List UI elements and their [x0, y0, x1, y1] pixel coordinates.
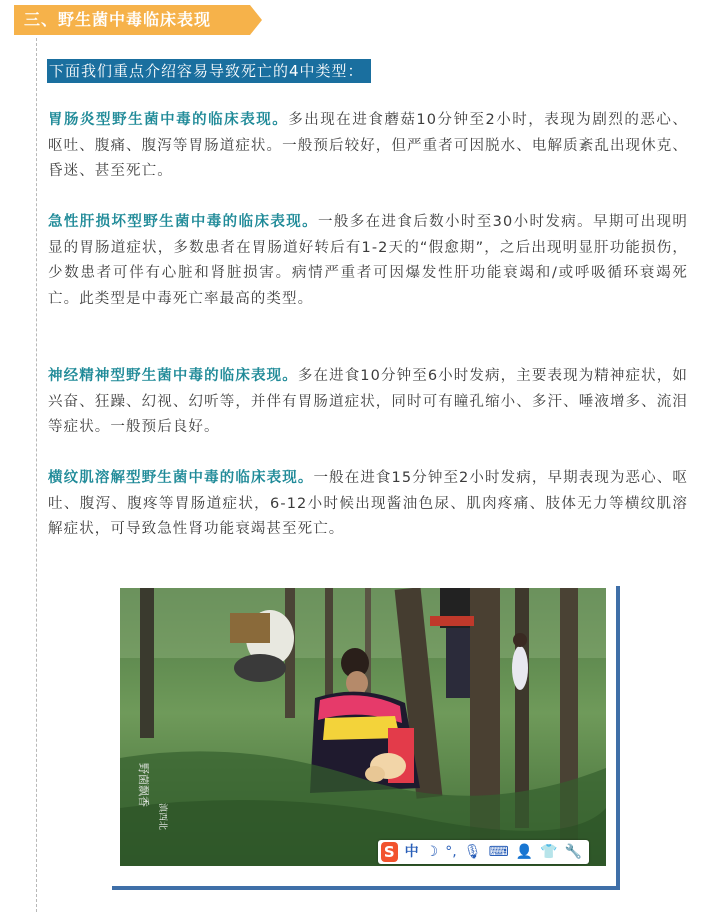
ime-punctuation-icon[interactable]: °,: [445, 844, 457, 860]
section-title: 急性肝损坏型野生菌中毒的临床表现。: [48, 214, 318, 230]
section-title: 神经精神型野生菌中毒的临床表现。: [48, 368, 298, 384]
ime-moon-icon[interactable]: ☽: [425, 844, 439, 860]
svg-text:滇西北: 滇西北: [157, 803, 167, 831]
section-gastroenteritis: [48, 108, 688, 185]
section-title: 横纹肌溶解型野生菌中毒的临床表现。: [48, 470, 314, 486]
section-liver-damage: [48, 210, 688, 312]
section-neuropsychiatric: [48, 364, 688, 441]
ime-microphone-icon[interactable]: 🎙: [463, 844, 482, 860]
ime-skin-icon[interactable]: 👕: [540, 844, 558, 860]
intro-highlight: 下面我们重点介绍容易导致死亡的4中类型：: [47, 59, 371, 83]
ime-toolbar[interactable]: [378, 840, 589, 864]
section-body: 一般在进食15分钟至2小时发病，早期表现为恶心、呕吐、腹泻、腹疼等胃肠道症状，6-12小时候出现酱油色尿、肌肉疼痛、肢体无力等横纹肌溶解症状，可导致急性肾功能衰竭甚至死亡。: [48, 470, 688, 537]
mushroom-picking-photo: [120, 588, 606, 866]
dashed-guide-line: [36, 38, 37, 912]
forest-scene-illustration: [120, 588, 606, 866]
ime-chinese-mode[interactable]: 中: [404, 844, 419, 860]
section-header-banner: [14, 5, 262, 35]
section-title: 胃肠炎型野生菌中毒的临床表现。: [48, 112, 289, 128]
ime-user-icon[interactable]: 👤: [515, 844, 534, 860]
ime-logo-icon[interactable]: S: [381, 842, 398, 862]
section-header-title: 三、野生菌中毒临床表现: [24, 10, 212, 29]
ime-keyboard-icon[interactable]: ⌨: [488, 844, 509, 860]
svg-text:野菌飘香: 野菌飘香: [137, 763, 150, 807]
section-rhabdomyolysis: [48, 466, 688, 543]
ime-wrench-icon[interactable]: 🔧: [564, 844, 582, 860]
section-body: 一般多在进食后数小时至30小时发病。早期可出现明显的胃肠道症状，多数患者在胃肠道好转后有1-2天的“假愈期”，之后出现明显肝功能损伤，少数患者可伴有心脏和肾脏损害。病情严重者可因爆发性肝功能衰竭和/或呼吸循环衰竭死亡。此类型是中毒死亡率最高的类型。: [48, 214, 688, 307]
section-body: 多在进食10分钟至6小时发病，主要表现为精神症状，如兴奋、狂躁、幻视、幻听等，并伴有胃肠道症状，同时可有瞳孔缩小、多汗、唾液增多、流泪等症状。一般预后良好。: [48, 368, 688, 435]
section-body: 多出现在进食蘑菇10分钟至2小时，表现为剧烈的恶心、 呕吐、腹痛、腹泻等胃肠道症状。一般预后较好，但严重者可因脱水、电解质紊乱出现休克、昏迷、甚至死亡。: [48, 112, 689, 179]
